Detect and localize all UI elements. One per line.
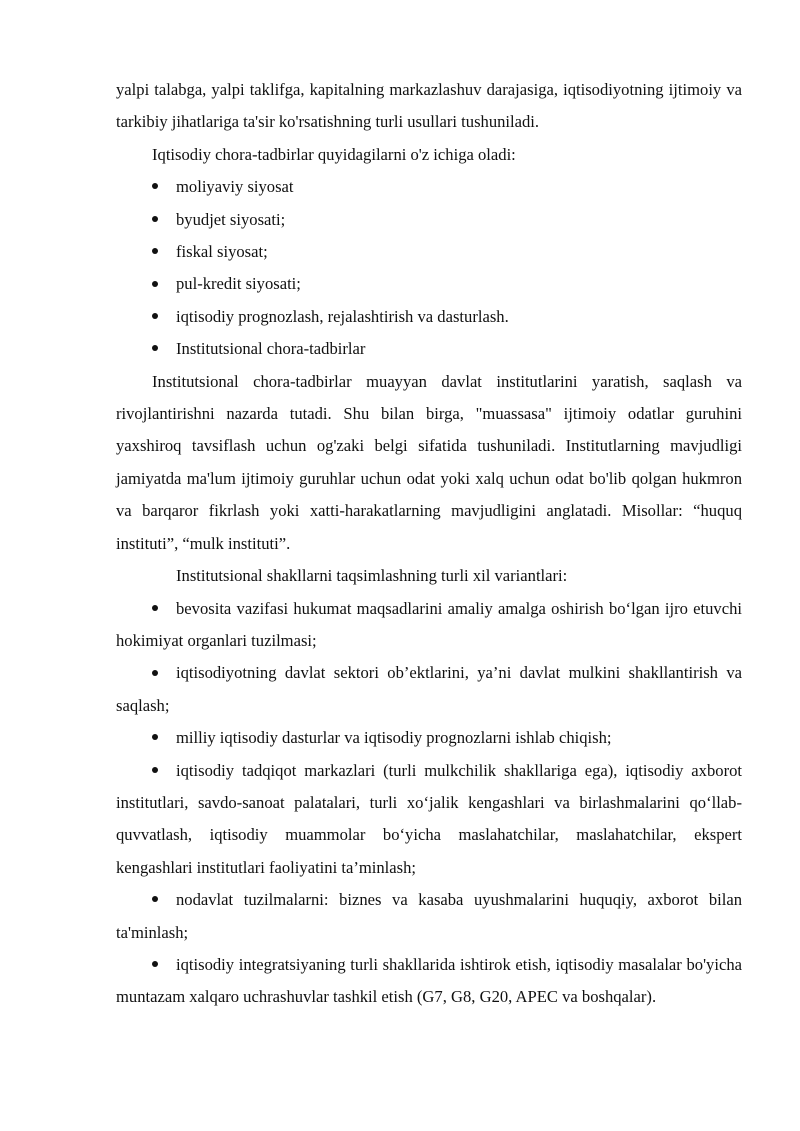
bullet-icon [152,171,176,203]
list-item: Institutsional chora-tadbirlar [116,333,742,365]
bullet-icon [152,949,176,981]
bullet-icon [152,301,176,333]
bullet-icon [152,204,176,236]
list-item: iqtisodiyotning davlat sektori ob’ektlarini, ya’ni davlat mulkini shakllantirish va saqlash; [116,657,742,722]
list-item: milliy iqtisodiy dasturlar va iqtisodiy prognozlarni ishlab chiqish; [116,722,742,754]
bullet-icon [152,236,176,268]
list-item: nodavlat tuzilmalarni: biznes va kasaba uyushmalarini huquqiy, axborot bilan ta'minlash; [116,884,742,949]
bullet-icon [152,722,176,754]
list-item: moliyaviy siyosat [116,171,742,203]
list-item: fiskal siyosat; [116,236,742,268]
list-item: bevosita vazifasi hukumat maqsadlarini amaliy amalga oshirish bo‘lgan ijro etuvchi hokimiyat organlari tuzilmasi; [116,593,742,658]
list-item: byudjet siyosati; [116,204,742,236]
institutional-forms-list [116,593,742,1014]
paragraph-intro: yalpi talabga, yalpi taklifga, kapitalning markazlashuv darajasiga, iqtisodiyotning ijtimoiy va tarkibiy jihatlariga ta'sir ko'rsatishning turli usullari tushuniladi. [116,80,742,132]
list-item: pul-kredit siyosati; [116,268,742,300]
paragraph-institutional: Institutsional chora-tadbirlar muayyan davlat institutlarini yaratish, saqlash va rivojlantirishni nazarda tutadi. Shu bilan birga, "muassasa" ijtimoiy odatlar guruhini yaxshiroq tavsiflash uchun og'zaki belgi sifatida tushuniladi. Institutlarning mavjudligi jamiyatda ma'lum ijtimoiy guruhlar uchun odat yoki xalq uchun odat bo'lib qolgan hukmron va barqaror fikrlash yoki xatti-harakatlarning mavjudligini anglatadi. Misollar: “huquq instituti”, “mulk instituti”. [116,371,742,553]
list-item: iqtisodiy integratsiyaning turli shakllarida ishtirok etish, iqtisodiy masalalar bo'yicha muntazam xalqaro uchrashuvlar tashkil etish (G7, G8, G20, APEC va boshqalar). [116,949,742,1014]
bullet-icon [152,333,176,365]
bullet-icon [152,884,176,916]
bullet-icon [152,268,176,300]
list-item: iqtisodiy tadqiqot markazlari (turli mulkchilik shakllariga ega), iqtisodiy axborot institutlari, savdo-sanoat palatalari, turli xo‘jalik kengashlari va birlashmalarini qo‘llab-quvvatlash, iqtisodiy muammolar bo‘yicha maslahatchilar, maslahatchilar, ekspert kengashlari institutlari faoliyatini ta’minlash; [116,755,742,885]
bullet-icon [152,657,176,689]
bullet-icon [152,755,176,787]
economic-measures-list [116,171,742,365]
list-item: iqtisodiy prognozlash, rejalashtirish va dasturlash. [116,301,742,333]
paragraph-measures-heading: Iqtisodiy chora-tadbirlar quyidagilarni o'z ichiga oladi: [152,144,516,164]
paragraph-institutional-forms-heading: Institutsional shakllarni taqsimlashning turli xil variantlari: [176,566,568,586]
document-body [116,74,742,1014]
bullet-icon [152,593,176,625]
